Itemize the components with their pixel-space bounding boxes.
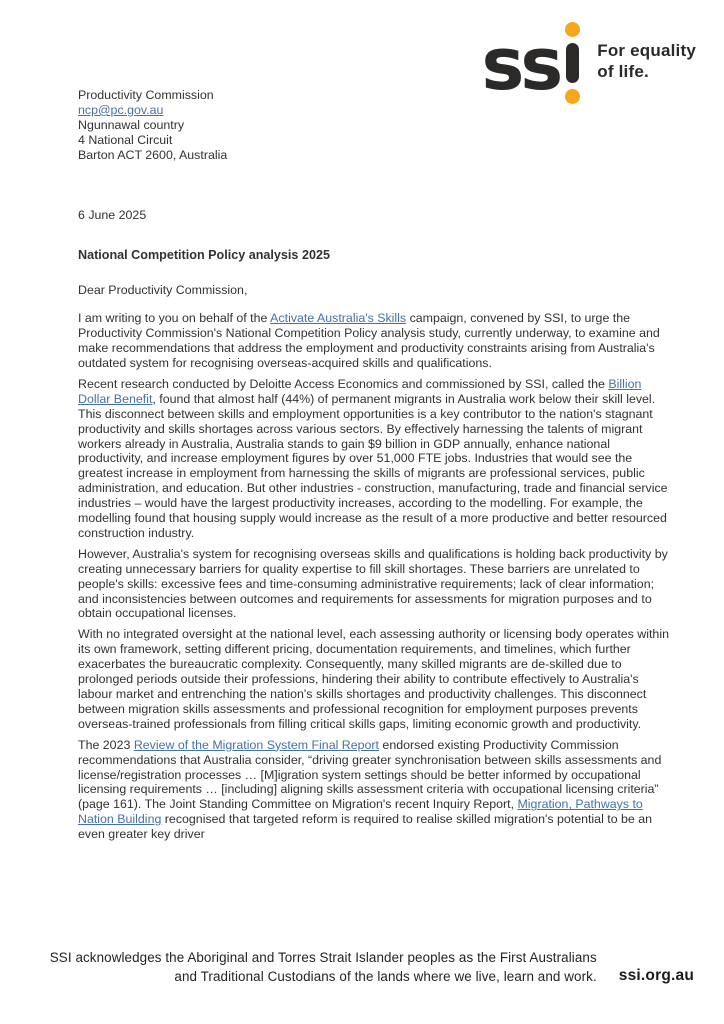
text-segment: 4 National Circuit	[78, 132, 173, 147]
text-segment: campaign, convened by SSI, to urge the Productivity Commission's National Competition Policy analysis study, currently underway, to examine and make recommendations that address the employment and productivity constraints arising from Australia's outdated system for recognising overseas-acquired skills and qualifications.	[78, 311, 660, 370]
letter-paragraph	[78, 547, 672, 622]
inline-link[interactable]: Migration, Pathways to Nation Building	[78, 797, 643, 827]
inline-link[interactable]: Activate Australia's Skills	[270, 311, 407, 326]
logo-tagline-line2: of life.	[597, 62, 649, 81]
letter-paragraph	[78, 377, 672, 541]
letter-subject: National Competition Policy analysis 2025	[78, 248, 330, 263]
letter-date: 6 June 2025	[78, 207, 147, 222]
text-segment: , found that almost half (44%) of permanent migrants in Australia work below their skill level. This disconnect between skills and employment opportunities is a key contributor to the nation's stagnant productivity and skills shortages across various sectors. By effectively harnessing the talents of migrant workers already in Australia, Australia stands to gain $9 billion in GDP annually, enhance national productivity, and increase employment figures by over 51,000 FTE jobs. Industries that would see the greatest increase in employment from harnessing the skills of migrants are professional services, public administration, and education. But other industries - construction, manufacturing, trade and financial service industries – would have the largest productivity increases, according to the modelling. For example, the modelling found that housing supply would increase as the result of a more productive and better resourced construction industry.	[78, 391, 668, 540]
letter-paragraph	[78, 627, 672, 731]
acknowledgement-line1: SSI acknowledges the Aboriginal and Torres Strait Islander peoples as the First Australians	[49, 950, 597, 965]
logo-i-stem	[566, 43, 579, 83]
text-segment: However, Australia's system for recognising overseas skills and qualifications is holding back productivity by creating unnecessary barriers for quality expertise to fill skill shortages. These barriers are unrelated to people's skills: excessive fees and time-consuming administrative requirements; lack of clear information; and inconsistencies between outcomes and requirements for assessments for migration purposes and to obtain occupational licenses.	[78, 546, 668, 621]
logo-tagline-line1: For equality	[597, 41, 696, 60]
recipient-address-block	[78, 88, 672, 163]
text-segment: I am writing to you on behalf of the	[78, 311, 271, 326]
letter-salutation: Dear Productivity Commission,	[78, 283, 248, 298]
inline-link[interactable]: ncp@pc.gov.au	[78, 102, 164, 117]
text-segment: recognised that targeted reform is required to realise skilled migration's potential to be an even greater key driver	[78, 812, 653, 842]
text-segment: Ngunnawal country	[78, 117, 185, 132]
text-segment: Barton ACT 2600, Australia	[78, 147, 228, 162]
text-segment: Productivity Commission	[78, 88, 214, 102]
acknowledgement-text	[50, 948, 597, 986]
acknowledgement-line2: and Traditional Custodians of the lands where we live, learn and work.	[174, 969, 597, 984]
text-segment: The 2023	[78, 737, 134, 752]
recipient-email	[78, 103, 672, 118]
logo-dot-top-icon	[565, 22, 580, 37]
inline-link[interactable]: Billion Dollar Benefit	[78, 376, 642, 406]
recipient-country-line	[78, 118, 672, 133]
letter-paragraph	[78, 311, 672, 371]
letter-paragraph	[78, 738, 672, 842]
recipient-street	[78, 133, 672, 148]
letter-content	[78, 88, 672, 848]
text-segment: endorsed existing Productivity Commission recommendations that Australia consider, “driving greater synchronisation between skills assessments and license/registration processes … [M]igration system settings should be better informed by occupational licensing requirements … [including] aligning skills assessment criteria with occupational licensing criteria” (page 161). The Joint Standing Committee on Migration's recent Inquiry Report,	[78, 737, 662, 812]
ssi-wordmark-ss: ss	[481, 22, 560, 106]
text-segment: With no integrated oversight at the national level, each assessing authority or licensing body operates within its own framework, setting different pricing, documentation requirements, and timelines, which further exacerbates the bureaucratic complexity. Consequently, many skilled migrants are de-skilled due to prolonged periods outside their professions, hindering their ability to contribute effectively to Australia's labour market and entrenching the nation's skills shortages and productivity challenges. This disconnect between migration skills assessments and professional recognition for employment purposes prevents overseas-trained professionals from filling critical skills gaps, limiting economic growth and productivity.	[78, 627, 669, 731]
page-footer	[0, 948, 694, 986]
logo-tagline	[597, 40, 696, 82]
recipient-city	[78, 148, 672, 163]
recipient-name	[78, 88, 672, 103]
website-url: ssi.org.au	[618, 967, 694, 984]
text-segment: Recent research conducted by Deloitte Access Economics and commissioned by SSI, called the	[78, 376, 609, 391]
inline-link[interactable]: Review of the Migration System Final Report	[133, 737, 379, 752]
